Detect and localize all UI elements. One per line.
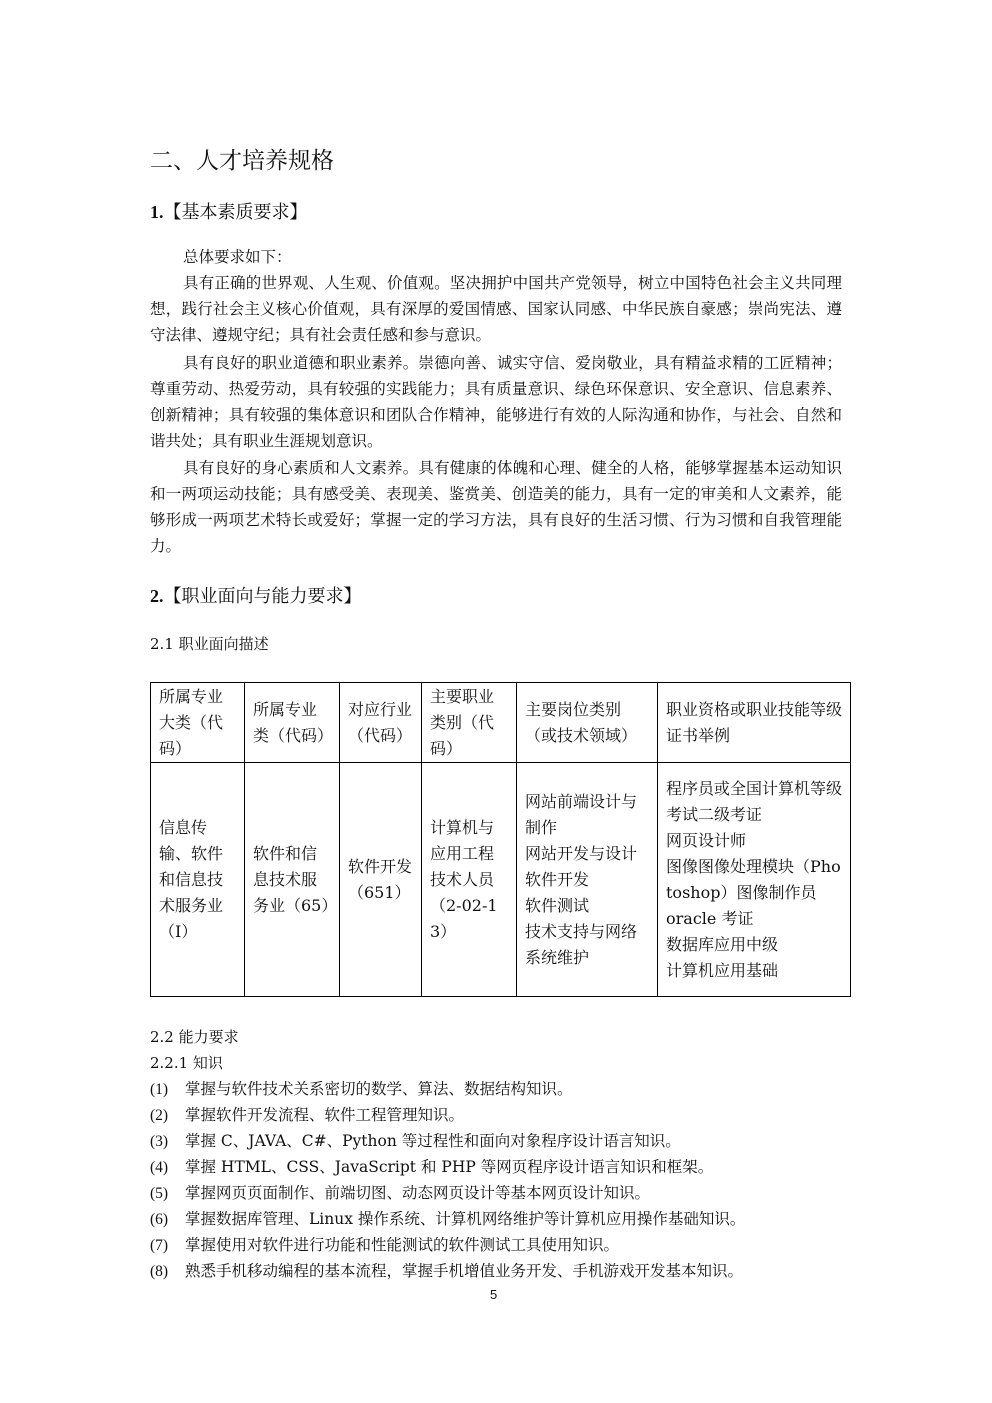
item-text: 掌握使用对软件进行功能和性能测试的软件测试工具使用知识。 bbox=[185, 1236, 620, 1254]
cell-line: 软件开发 bbox=[525, 869, 590, 889]
list-item bbox=[150, 1129, 681, 1151]
list-item bbox=[150, 1155, 713, 1177]
table-cell bbox=[658, 763, 851, 997]
item-number: (6) bbox=[150, 1211, 169, 1228]
cell-line: oracle 考证 bbox=[666, 908, 754, 928]
cell-line: 图像图像处理模块（Photoshop）图像制作员 bbox=[666, 856, 841, 902]
item-number: (2) bbox=[150, 1107, 169, 1124]
item-number: (1) bbox=[150, 1081, 169, 1098]
table-cell: 软件开发（651） bbox=[340, 763, 422, 997]
header-cell: 主要职业类别（代码） bbox=[422, 683, 517, 763]
item-number: (4) bbox=[150, 1159, 169, 1176]
item-text: 掌握数据库管理、Linux 操作系统、计算机网络维护等计算机应用操作基础知识。 bbox=[185, 1210, 746, 1228]
heading-text: 【基本素质要求】 bbox=[163, 202, 308, 223]
cell-line: 软件测试 bbox=[525, 895, 590, 915]
cell-line: 网页设计师 bbox=[666, 830, 747, 850]
career-heading bbox=[150, 582, 362, 608]
list-item bbox=[150, 1207, 745, 1229]
section-title: 二、人才培养规格 bbox=[150, 148, 334, 174]
table-cell: 信息传输、软件和信息技术服务业（I） bbox=[151, 763, 245, 997]
cell-line: 网站前端设计与制作 bbox=[525, 791, 638, 837]
list-item bbox=[150, 1259, 743, 1281]
intro-paragraph: 总体要求如下： bbox=[183, 248, 292, 266]
list-item bbox=[150, 1181, 650, 1203]
table-cell: 软件和信息技术服务业（65） bbox=[245, 763, 340, 997]
list-item bbox=[150, 1103, 464, 1125]
cell-line: 网站开发与设计 bbox=[525, 843, 638, 863]
cell-line: 计算机应用基础 bbox=[666, 960, 779, 980]
career-subtitle: 2.1 职业面向描述 bbox=[150, 635, 269, 653]
header-cell: 主要岗位类别（或技术领域） bbox=[517, 683, 658, 763]
table-header-row bbox=[151, 683, 851, 763]
knowledge-title: 2.2.1 知识 bbox=[150, 1054, 223, 1072]
paragraph-professional-ethics: 具有良好的职业道德和职业素养。崇德向善、诚实守信、爱岗敬业，具有精益求精的工匠精神；尊重劳动、热爱劳动，具有较强的实践能力；具有质量意识、绿色环保意识、安全意识、信息素养、创新精神；具有较强的集体意识和团队合作精神，能够进行有效的人际沟通和协作，与社会、自然和谐共处；具有职业生涯规划意识。 bbox=[150, 354, 842, 450]
header-cell: 职业资格或职业技能等级证书举例 bbox=[658, 683, 851, 763]
item-text: 掌握与软件技术关系密切的数学、算法、数据结构知识。 bbox=[185, 1080, 573, 1098]
cell-line: 技术支持与网络系统维护 bbox=[525, 921, 638, 967]
table-cell bbox=[517, 763, 658, 997]
table-cell: 计算机与应用工程技术人员（2-02-13） bbox=[422, 763, 517, 997]
table-row bbox=[151, 763, 851, 997]
page-number: 5 bbox=[490, 1287, 498, 1302]
item-text: 熟悉手机移动编程的基本流程，掌握手机增值业务开发、手机游戏开发基本知识。 bbox=[185, 1262, 744, 1280]
item-text: 掌握 C、JAVA、C#、Python 等过程性和面向对象程序设计语言知识。 bbox=[185, 1132, 681, 1150]
heading-number: 2. bbox=[150, 586, 164, 606]
paragraph-physical-mental: 具有良好的身心素质和人文素养。具有健康的体魄和心理、健全的人格，能够掌握基本运动知识和一两项运动技能；具有感受美、表现美、鉴赏美、创造美的能力，具有一定的审美和人文素养，能够形成一两项艺术特长或爱好；掌握一定的学习方法，具有良好的生活习惯、行为习惯和自我管理能力。 bbox=[150, 459, 842, 555]
list-item bbox=[150, 1077, 573, 1099]
item-number: (5) bbox=[150, 1185, 169, 1202]
cell-line: 数据库应用中级 bbox=[666, 934, 779, 954]
heading-text: 【职业面向与能力要求】 bbox=[163, 586, 362, 607]
item-number: (7) bbox=[150, 1237, 169, 1254]
list-item bbox=[150, 1233, 619, 1255]
header-cell: 所属专业类（代码） bbox=[245, 683, 340, 763]
heading-number: 1. bbox=[150, 202, 164, 222]
item-text: 掌握 HTML、CSS、JavaScript 和 PHP 等网页程序设计语言知识和框架。 bbox=[185, 1158, 714, 1176]
career-table bbox=[150, 682, 851, 997]
basic-quality-heading bbox=[150, 198, 308, 224]
paragraph-worldview: 具有正确的世界观、人生观、价值观。坚决拥护中国共产党领导，树立中国特色社会主义共同理想，践行社会主义核心价值观，具有深厚的爱国情感、国家认同感、中华民族自豪感；崇尚宪法、遵守法律、遵规守纪；具有社会责任感和参与意识。 bbox=[150, 274, 842, 344]
header-cell: 对应行业（代码） bbox=[340, 683, 422, 763]
item-number: (3) bbox=[150, 1133, 169, 1150]
item-number: (8) bbox=[150, 1263, 169, 1280]
item-text: 掌握软件开发流程、软件工程管理知识。 bbox=[185, 1106, 465, 1124]
cell-line: 程序员或全国计算机等级考试二级考证 bbox=[666, 778, 843, 824]
item-text: 掌握网页页面制作、前端切图、动态网页设计等基本网页设计知识。 bbox=[185, 1184, 651, 1202]
ability-title: 2.2 能力要求 bbox=[150, 1028, 239, 1046]
header-cell: 所属专业大类（代码） bbox=[151, 683, 245, 763]
